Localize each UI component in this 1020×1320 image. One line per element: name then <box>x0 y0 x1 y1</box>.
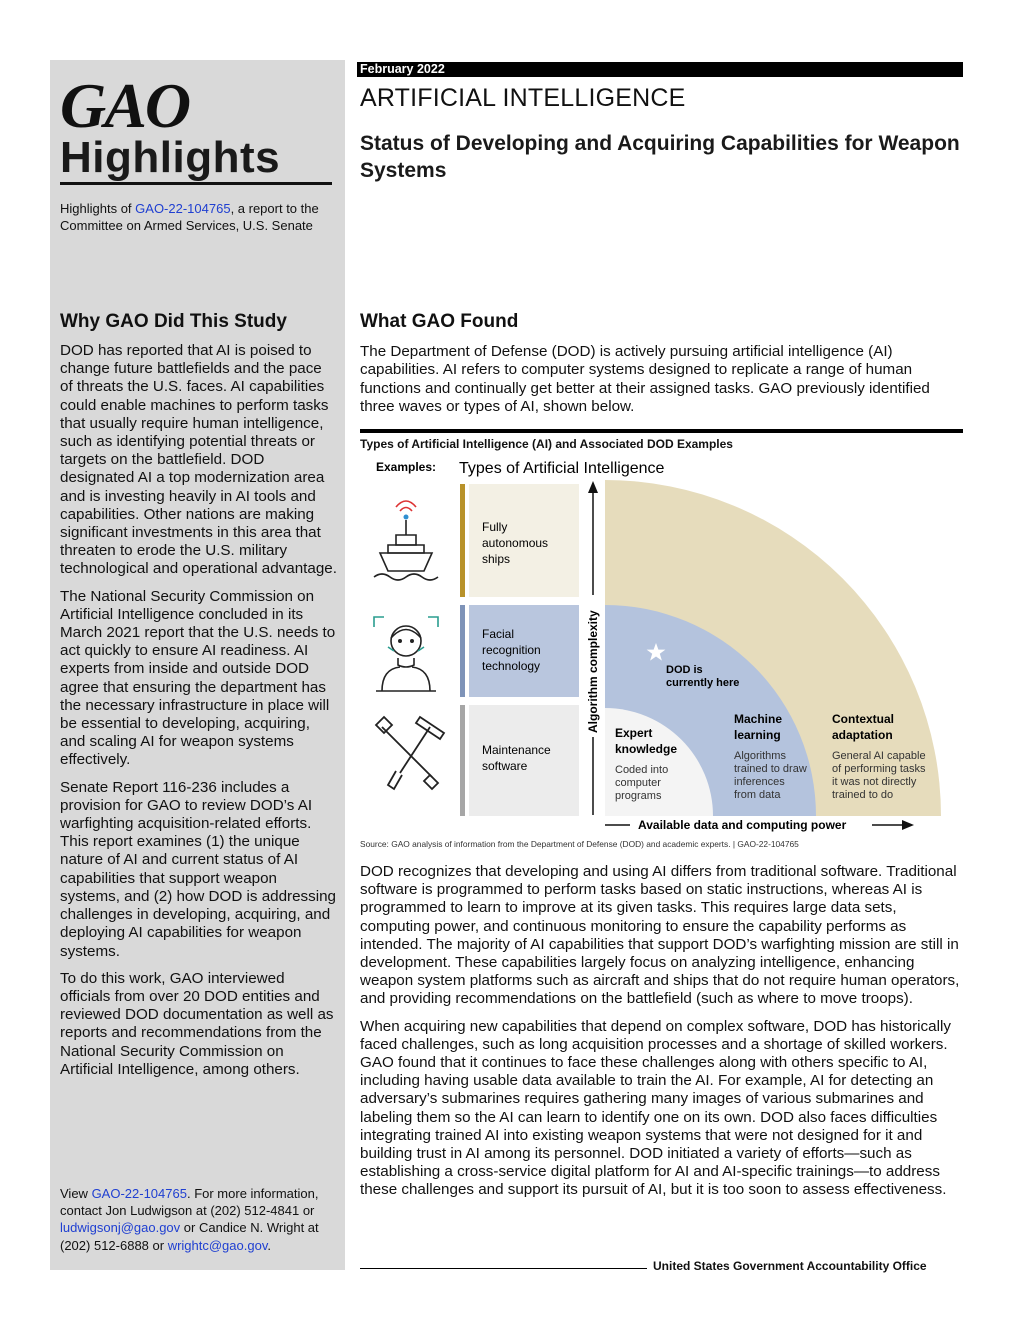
example-label: Maintenance software <box>482 743 551 773</box>
report-link[interactable]: GAO-22-104765 <box>135 201 231 216</box>
highlights-of-prefix: Highlights of <box>60 201 136 216</box>
wave-title-expert: Expert knowledge <box>615 726 678 756</box>
face-recognition-icon <box>374 617 438 691</box>
why-paragraph: Senate Report 116-236 includes a provision for GAO to review DOD’s AI warfighting acquisition-related efforts. This report examines (1) the unique nature of AI and current status of AI capabilities that support weapon systems, and (2) how DOD is addressing challenges in developing, acquiring, and deploying AI capabilities for weapon systems. <box>60 778 337 960</box>
contact-text: . For more information, contact Jon Ludwigson at (202) 512-4841 or <box>60 1186 319 1219</box>
example-label: Facial recognition technology <box>482 627 541 673</box>
tools-icon <box>376 717 444 789</box>
why-paragraph: The National Security Commission on Artificial Intelligence concluded in its March 2021 report that the U.S. needs to act quickly to ensure AI readiness. AI experts from inside and outside DOD agree that ensuring the department has the necessary infrastructure in place will be essential to developing, acquiring, and scaling AI for weapon systems effectively. <box>60 587 336 769</box>
divider <box>60 182 332 185</box>
topic-kicker: ARTIFICIAL INTELLIGENCE <box>360 84 686 112</box>
contact-info <box>60 1185 335 1254</box>
row-accent <box>460 705 465 816</box>
date-bar: February 2022 <box>357 62 963 77</box>
star-label: DOD is <box>666 664 703 676</box>
row-accent <box>460 605 465 697</box>
y-axis-label: Algorithm complexity <box>586 610 600 733</box>
found-intro: The Department of Defense (DOD) is actively pursuing artificial intelligence (AI) capabilities. AI refers to computer systems designed to replicate a range of human functions and continually get better at their assigned tasks. GAO previously identified three waves or types of AI, shown below. <box>360 343 930 416</box>
email-link[interactable]: wrightc@gao.gov <box>167 1237 268 1253</box>
why-paragraph: To do this work, GAO interviewed officials from over 20 DOD entities and reviewed DOD documentation as well as reports and recommendations from the National Security Commission on Artificial Intelligence, among others. <box>60 969 334 1078</box>
ship-icon <box>374 501 438 580</box>
wave-title-machine-learning: Machine learning <box>734 712 783 742</box>
found-paragraph: When acquiring new capabilities that depend on complex software, DOD has historically faced challenges, such as long acquisition processes and a shortage of skilled workers. GAO found that it continues to face these challenges along with others specific to AI, including having usable data available to train the AI. For example, AI for detecting an adversary’s submarines requires gathering many images of various submarines and labeling them so the AI can learn to identify one on its own. DOD also faces difficulties integrating trained AI into existing weapon systems that were not designed for it and building trust in AI among its personnel. DOD initiated a variety of efforts—such as establishing a cross-service digital platform for AI and AI-specific trainings—to address these challenges and support its pursuit of AI, but it is too soon to assess effectiveness. <box>360 1017 951 1199</box>
gao-logo: GAO <box>60 70 190 141</box>
ai-types-diagram <box>360 455 960 837</box>
star-label: currently here <box>666 677 740 689</box>
example-row-facial <box>460 605 579 697</box>
email-link[interactable]: ludwigsonj@gao.gov <box>60 1220 181 1236</box>
found-heading: What GAO Found <box>360 311 519 332</box>
wave-desc-machine-learning: Algorithms trained to draw inferences from data <box>734 750 807 801</box>
x-axis-label: Available data and computing power <box>638 818 847 832</box>
why-body <box>60 342 338 1088</box>
footer-divider <box>360 1268 647 1269</box>
report-link[interactable]: GAO-22-104765 <box>91 1186 187 1201</box>
contact-text: or Candice N. Wright at (202) 512-6888 or <box>60 1220 319 1253</box>
x-axis-arrowhead <box>902 820 914 830</box>
figure-rule <box>360 429 963 433</box>
highlights-of-suffix: , a report to the Committee on Armed Services, U.S. Senate <box>60 201 319 233</box>
y-axis-arrowhead <box>588 481 598 493</box>
wave-desc-contextual: General AI capable of performing tasks it was not directly trained to do <box>832 750 926 801</box>
example-label: Fully autonomous ships <box>482 520 549 566</box>
ai-types-figure <box>360 455 960 842</box>
wave-title-contextual: Contextual adaptation <box>832 712 895 742</box>
row-accent <box>460 484 465 597</box>
why-paragraph: DOD has reported that AI is poised to change future battlefields and the pace of threats the U.S. faces. AI capabilities could enable machines to perform tasks that usually require human intelligence, such as identifying potential threats or targets on the battlefield. DOD designated AI a top modernization area and is investing heavily in AI tools and capabilities. Other nations are making significant investments in this area that threaten to erode the U.S. military technological and operational advantage. <box>60 342 337 578</box>
footer-org: United States Government Accountability Office <box>653 1259 927 1273</box>
example-row-maintenance <box>460 705 579 816</box>
figure-caption: Types of Artificial Intelligence (AI) and Associated DOD Examples <box>360 437 733 451</box>
page-title: Status of Developing and Acquiring Capabilities for Weapon Systems <box>360 132 960 182</box>
found-body <box>360 863 963 1209</box>
why-heading: Why GAO Did This Study <box>60 311 287 332</box>
contact-prefix: View <box>60 1186 92 1201</box>
contact-suffix: . <box>267 1237 271 1253</box>
example-row-ships <box>460 484 579 597</box>
highlights-of-text <box>60 200 335 234</box>
highlights-wordmark: Highlights <box>60 133 281 182</box>
found-paragraph: DOD recognizes that developing and using AI differs from traditional software. Traditional software is programmed to perform tasks based on static instructions, whereas AI is programmed to learn to improve at its given tasks. This requires large data sets, computing power, and continuous monitoring to ensure the capability performs as intended. The majority of AI capabilities that support DOD’s warfighting mission are still in development. These capabilities largely focus on analyzing intelligence, enhancing weapon system platforms such as aircraft and ships that do not require human operators, and providing recommendations on the battlefield (such as where to move troops). <box>360 863 960 1008</box>
figure-source: Source: GAO analysis of information from the Department of Defense (DOD) and academic experts. | GAO-22-104765 <box>360 839 799 849</box>
wave-desc-expert: Coded into computer programs <box>615 764 669 802</box>
sidebar <box>50 60 345 1270</box>
examples-label: Examples: <box>376 460 437 474</box>
types-title: Types of Artificial Intelligence <box>459 460 665 477</box>
